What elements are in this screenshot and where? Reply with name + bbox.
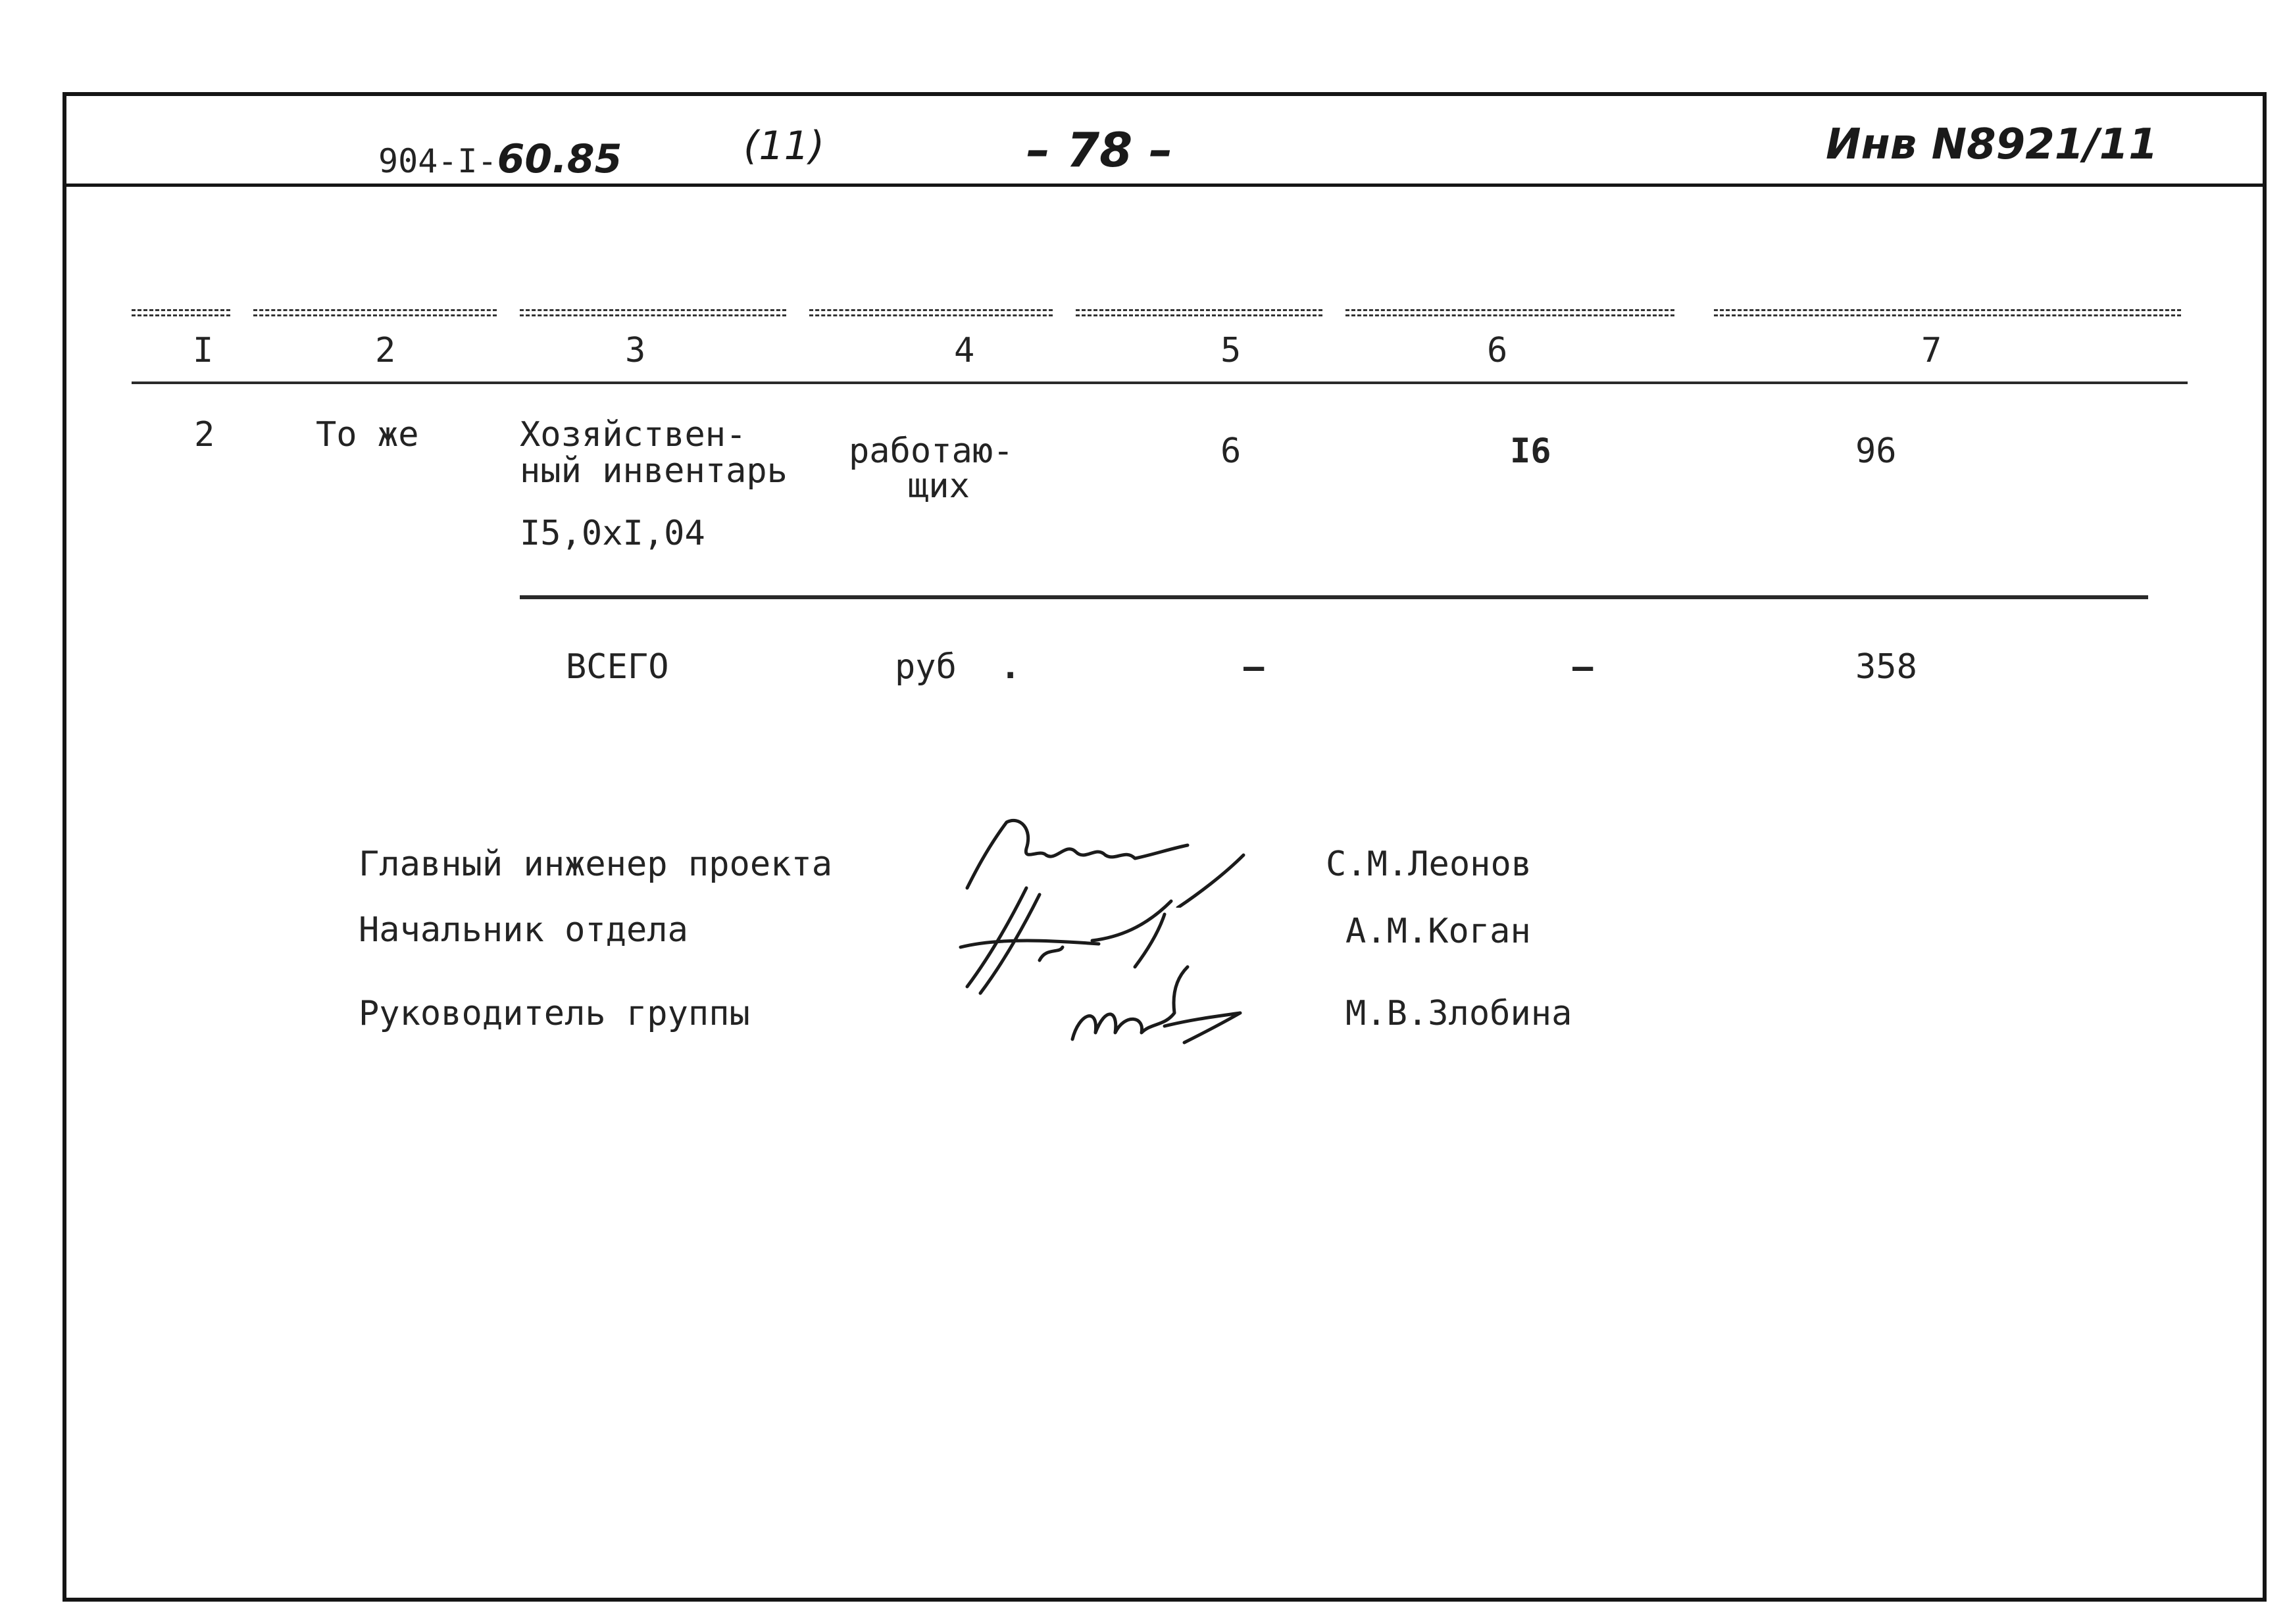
- column-number: 7: [1921, 331, 1942, 370]
- item-name-line1: Хозяйствен-: [520, 415, 747, 455]
- item-calculation: I5,0xI,04: [520, 514, 705, 553]
- column-number: I: [193, 331, 214, 370]
- total-price-dash: –: [1572, 647, 1594, 687]
- signatory-role: Главный инженер проекта: [359, 845, 833, 884]
- column-number: 3: [625, 331, 646, 370]
- column-header-dashed-line: [520, 309, 786, 316]
- sheet-mark: (11): [743, 123, 825, 169]
- signature-zlobina: [1059, 960, 1257, 1052]
- signatory-role: Начальник отдела: [359, 910, 688, 950]
- header-divider: [66, 184, 2267, 187]
- column-header-dashed-line: [809, 309, 1053, 316]
- total-label: ВСЕГО: [566, 647, 669, 687]
- column-number: 4: [954, 331, 975, 370]
- page-number: – 78 –: [1026, 122, 1173, 178]
- total-unit: руб: [895, 647, 957, 687]
- total-separator-rule: [520, 595, 2148, 599]
- quantity-value: 6: [1220, 431, 1242, 471]
- signatory-name: М.В.Злобина: [1345, 994, 1572, 1033]
- unit-line1: работаю-: [849, 431, 1014, 471]
- column-number: 5: [1220, 331, 1242, 370]
- column-header-rule: [132, 381, 2188, 384]
- column-header-dashed-line: [1076, 309, 1322, 316]
- column-header-dashed-line: [132, 309, 230, 316]
- signatory-name: С.М.Леонов: [1326, 845, 1532, 884]
- column-header-dashed-line: [1345, 309, 1674, 316]
- signatory-role: Руководитель группы: [359, 994, 750, 1033]
- signatory-name: А.М.Коган: [1345, 912, 1531, 951]
- column-number: 2: [375, 331, 396, 370]
- row-number: 2: [194, 415, 215, 455]
- item-name-line2: ный инвентарь: [520, 451, 788, 491]
- total-quantity-dash: –: [1243, 647, 1265, 687]
- column-header-dashed-line: [253, 309, 497, 316]
- grand-total-value: 358: [1855, 647, 1917, 687]
- column-header-dashed-line: [1714, 309, 2181, 316]
- price-value: I6: [1510, 431, 1551, 471]
- unit-line2: щих: [908, 466, 970, 506]
- inventory-number: Инв N8921/11: [1826, 120, 2158, 169]
- total-unit-dot: .: [1000, 647, 1021, 687]
- row-reference: То же: [316, 415, 419, 455]
- document-code: 904-I-60.85: [378, 136, 622, 182]
- total-value: 96: [1855, 431, 1897, 471]
- column-number: 6: [1487, 331, 1508, 370]
